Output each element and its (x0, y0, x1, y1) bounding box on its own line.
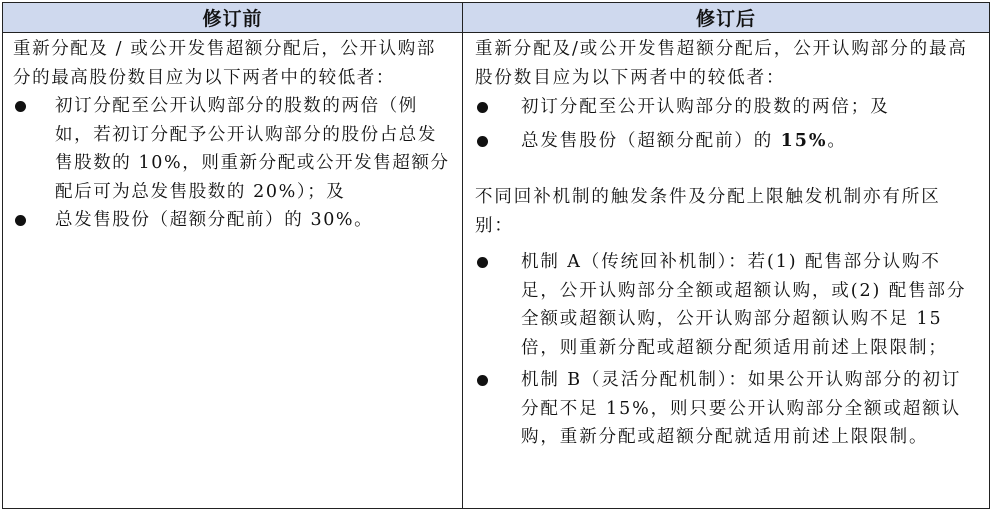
before-bullet-text: 总发售股份（超额分配前）的 30%。 (55, 210, 374, 230)
mechanism-list (475, 248, 979, 452)
bullet-icon (477, 136, 488, 147)
after-cell (463, 33, 989, 508)
before-bullet-item (13, 206, 452, 235)
bullet-icon (15, 101, 26, 112)
after-intro: 重新分配及/或公开发售超额分配后，公开认购部分的最高股份数目应为以下两者中的较低者： (475, 39, 968, 88)
after-bullet-item (475, 127, 979, 156)
before-bullet-item (13, 92, 452, 206)
bullet-icon (477, 102, 488, 113)
mechanism-b-text: 机制 B（灵活分配机制）：如果公开认购部分的初订分配不足 15%，则只要公开认购部分全额或超额认购，重新分配或超额分配就适用前述上限限制。 (521, 370, 962, 447)
before-cell (3, 33, 463, 508)
after-bullet-text-prefix: 总发售股份（超额分配前）的 (521, 130, 781, 151)
spacer (475, 155, 979, 177)
bullet-icon (15, 215, 26, 226)
header-after: 修订后 (463, 3, 989, 33)
mechanism-intro: 不同回补机制的触发条件及分配上限触发机制亦有所区别： (475, 187, 941, 236)
after-bullet-text-bold: 15% (780, 130, 828, 151)
after-bullet-text: 初订分配至公开认购部分的股数的两倍；及 (521, 97, 890, 117)
mechanism-item-a (475, 248, 979, 362)
comparison-table (2, 2, 990, 509)
mechanism-item-b (475, 366, 979, 452)
mechanism-a-text: 机制 A（传统回补机制）：若(1) 配售部分认购不足，公开认购部分全额或超额认购，或(2) 配售部分全额或超额认购，公开认购部分超额认购不足 15 倍，则重新分配或超额分配须适用前述上限限制； (521, 252, 967, 358)
after-bullet-list (475, 93, 979, 155)
before-bullet-list (13, 92, 452, 235)
before-bullet-text: 初订分配至公开认购部分的股数的两倍（例如，若初订分配予公开认购部分的股份占总发售股数的 10%，则重新分配或公开发售超额分配后可为总发售股数的 20%）；及 (55, 96, 450, 202)
after-bullet-text-suffix: 。 (827, 130, 847, 151)
header-before: 修订前 (3, 3, 463, 33)
bullet-icon (477, 375, 488, 386)
bullet-icon (477, 257, 488, 268)
before-intro: 重新分配及 / 或公开发售超额分配后，公开认购部分的最高股份数目应为以下两者中的较低者： (13, 39, 436, 88)
after-bullet-item (475, 93, 979, 122)
